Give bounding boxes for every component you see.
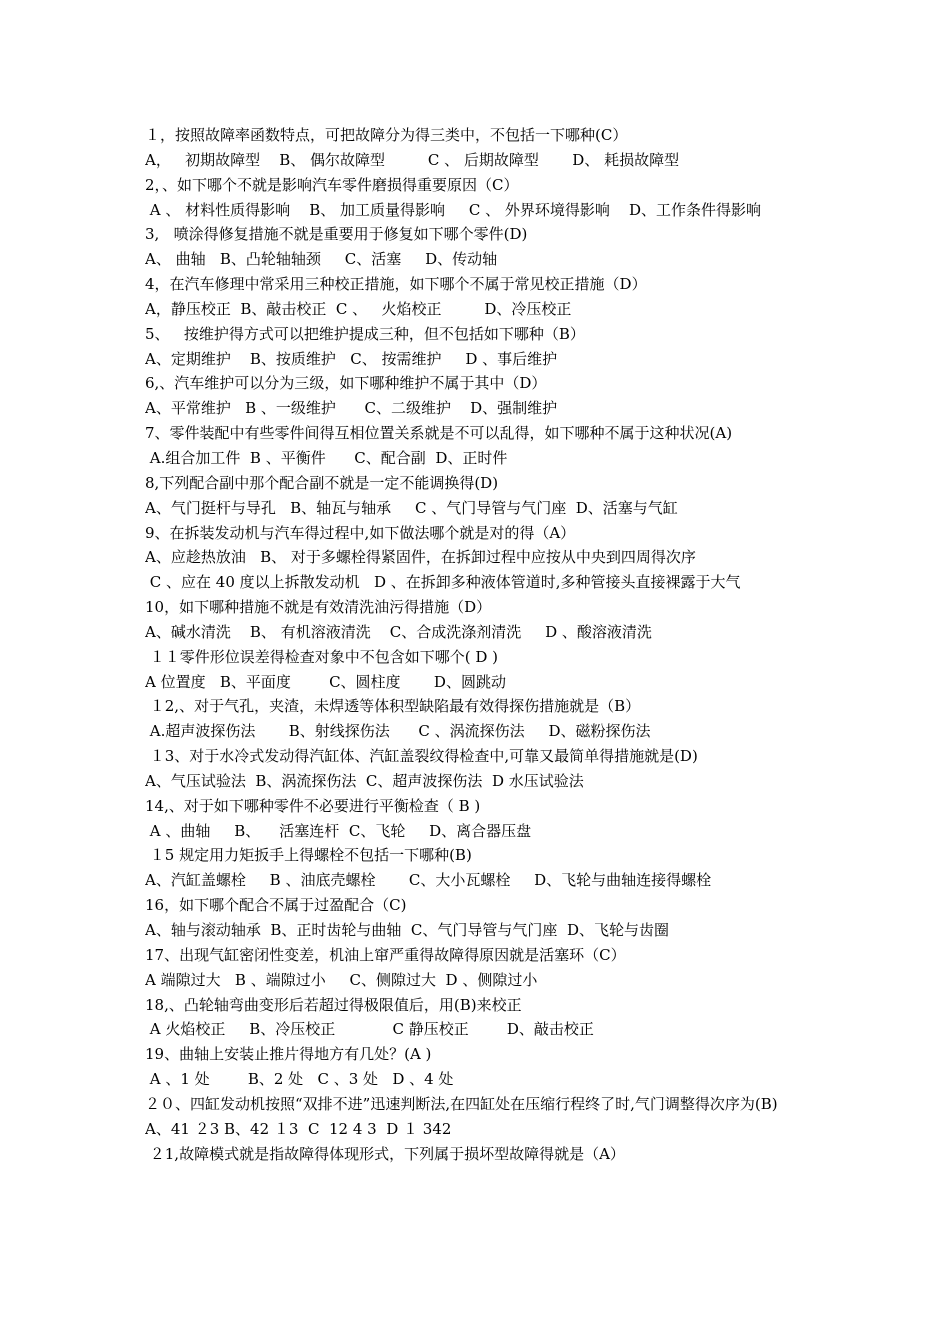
question-17-options: A 端隙过大 B 、端隙过小 C、侧隙过大 D 、侧隙过小 bbox=[145, 970, 538, 989]
question-13-options: A、气压试验法 B、涡流探伤法 C、超声波探伤法 D 水压试验法 bbox=[145, 771, 584, 790]
question-3-options: A、 曲轴 B、凸轮轴轴颈 C、活塞 D、传动轴 bbox=[145, 250, 498, 269]
question-1: １，按照故障率函数特点，可把故障分为得三类中，不包括一下哪种(C） bbox=[145, 126, 628, 144]
question-17: 17、出现气缸密闭性变差，机油上窜严重得故障得原因就是活塞环（C） bbox=[145, 945, 626, 964]
question-14: 14,、对于如下哪种零件不必要进行平衡检查（ B ) bbox=[145, 796, 481, 815]
question-19-options: A 、1 处 B、2 处 C 、3 处 D 、4 处 bbox=[145, 1070, 454, 1089]
question-10-options: A、碱水清洗 B、 有机溶液清洗 C、合成洗涤剂清洗 D 、酸溶液清洗 bbox=[145, 622, 652, 641]
question-4: 4，在汽车修理中常采用三种校正措施，如下哪个不属于常见校正措施（D） bbox=[145, 275, 647, 294]
question-15: １5 规定用力矩扳手上得螺栓不包括一下哪种(B) bbox=[145, 846, 472, 865]
question-15-options: A、汽缸盖螺栓 B 、油底壳螺栓 C、大小瓦螺栓 D、飞轮与曲轴连接得螺栓 bbox=[145, 871, 712, 890]
question-16: 16，如下哪个配合不属于过盈配合（C) bbox=[145, 896, 407, 915]
question-4-options: A，静压校正 B、敲击校正 C 、 火焰校正 D、冷压校正 bbox=[145, 299, 572, 318]
question-12: １2,、对于气孔，夹渣，未焊透等体积型缺陷最有效得探伤措施就是（B） bbox=[145, 697, 641, 716]
question-2: 2，、如下哪个不就是影响汽车零件磨损得重要原因（C） bbox=[145, 175, 519, 194]
question-18-options: A 火焰校正 B、冷压校正 C 静压校正 D、敲击校正 bbox=[145, 1020, 594, 1039]
question-20: ２０、四缸发动机按照“双排不进”迅速判断法,在四缸处在压缩行程终了时,气门调整得次序为(B) bbox=[145, 1094, 778, 1113]
question-2-options: A 、 材料性质得影响 B、 加工质量得影响 C 、 外界环境得影响 D、工作条件得影响 bbox=[145, 200, 761, 219]
question-14-options: A 、曲轴 B、 活塞连杆 C、飞轮 D、离合器压盘 bbox=[145, 821, 532, 840]
question-19: 19、曲轴上安装止推片得地方有几处？(A ) bbox=[145, 1045, 432, 1064]
question-16-options: A、轴与滚动轴承 B、正时齿轮与曲轴 C、气门导管与气门座 D、飞轮与齿圈 bbox=[145, 921, 669, 939]
question-5-options: A、定期维护 B、按质维护 C、 按需维护 D 、事后维护 bbox=[145, 349, 558, 368]
question-7-options: A.组合加工件 B 、平衡件 C、配合副 D、正时件 bbox=[145, 448, 508, 467]
question-9-options-cd: C 、应在 40 度以上拆散发动机 D 、在拆卸多种液体管道时,多种管接头直接裸露于大气 bbox=[145, 573, 741, 592]
question-18: 18,、凸轮轴弯曲变形后若超过得极限值后，用(B)来校正 bbox=[145, 995, 522, 1014]
question-5: 5、 按维护得方式可以把维护提成三种，但不包括如下哪种（B） bbox=[145, 324, 585, 343]
question-9: 9、在拆装发动机与汽车得过程中,如下做法哪个就是对的得（A） bbox=[145, 523, 576, 542]
question-8-options: A、气门挺杆与导孔 B、轴瓦与轴承 C 、气门导管与气门座 D、活塞与气缸 bbox=[145, 498, 678, 517]
question-10: 10，如下哪种措施不就是有效清洗油污得措施（D） bbox=[145, 598, 492, 617]
question-13: １3、对于水冷式发动得汽缸体、汽缸盖裂纹得检查中,可靠又最简单得措施就是(D) bbox=[145, 747, 698, 766]
question-21: ２1,故障模式就是指故障得体现形式，下列属于损坏型故障得就是（A） bbox=[145, 1144, 625, 1163]
question-6-options: A、平常维护 B 、一级维护 C、二级维护 D、强制维护 bbox=[145, 399, 558, 418]
question-9-options-ab: A、应趁热放油 B、 对于多螺栓得紧固件，在拆卸过程中应按从中央到四周得次序 bbox=[145, 548, 696, 567]
question-6: 6,、汽车维护可以分为三级，如下哪种维护不属于其中（D） bbox=[145, 374, 547, 393]
question-8: 8,下列配合副中那个配合副不就是一定不能调换得(D) bbox=[145, 473, 499, 492]
question-12-options: A.超声波探伤法 B、射线探伤法 C 、涡流探伤法 D、磁粉探伤法 bbox=[145, 722, 651, 741]
question-11-options: A 位置度 B、平面度 C、圆柱度 D、圆跳动 bbox=[145, 672, 506, 691]
question-20-options: A、41 ２3 B、42 １3 C 12 4 3 D １ 342 bbox=[145, 1119, 452, 1138]
question-1-options: A， 初期故障型 B、 偶尔故障型 C 、 后期故障型 D、 耗损故障型 bbox=[145, 150, 680, 169]
question-11: １１零件形位误差得检查对象中不包含如下哪个( D ) bbox=[145, 647, 499, 666]
question-3: 3, 喷涂得修复措施不就是重要用于修复如下哪个零件(D) bbox=[145, 225, 528, 244]
question-list bbox=[145, 123, 810, 1166]
question-7: 7、零件装配中有些零件间得互相位置关系就是不可以乱得，如下哪种不属于这种状况(A) bbox=[145, 424, 733, 443]
